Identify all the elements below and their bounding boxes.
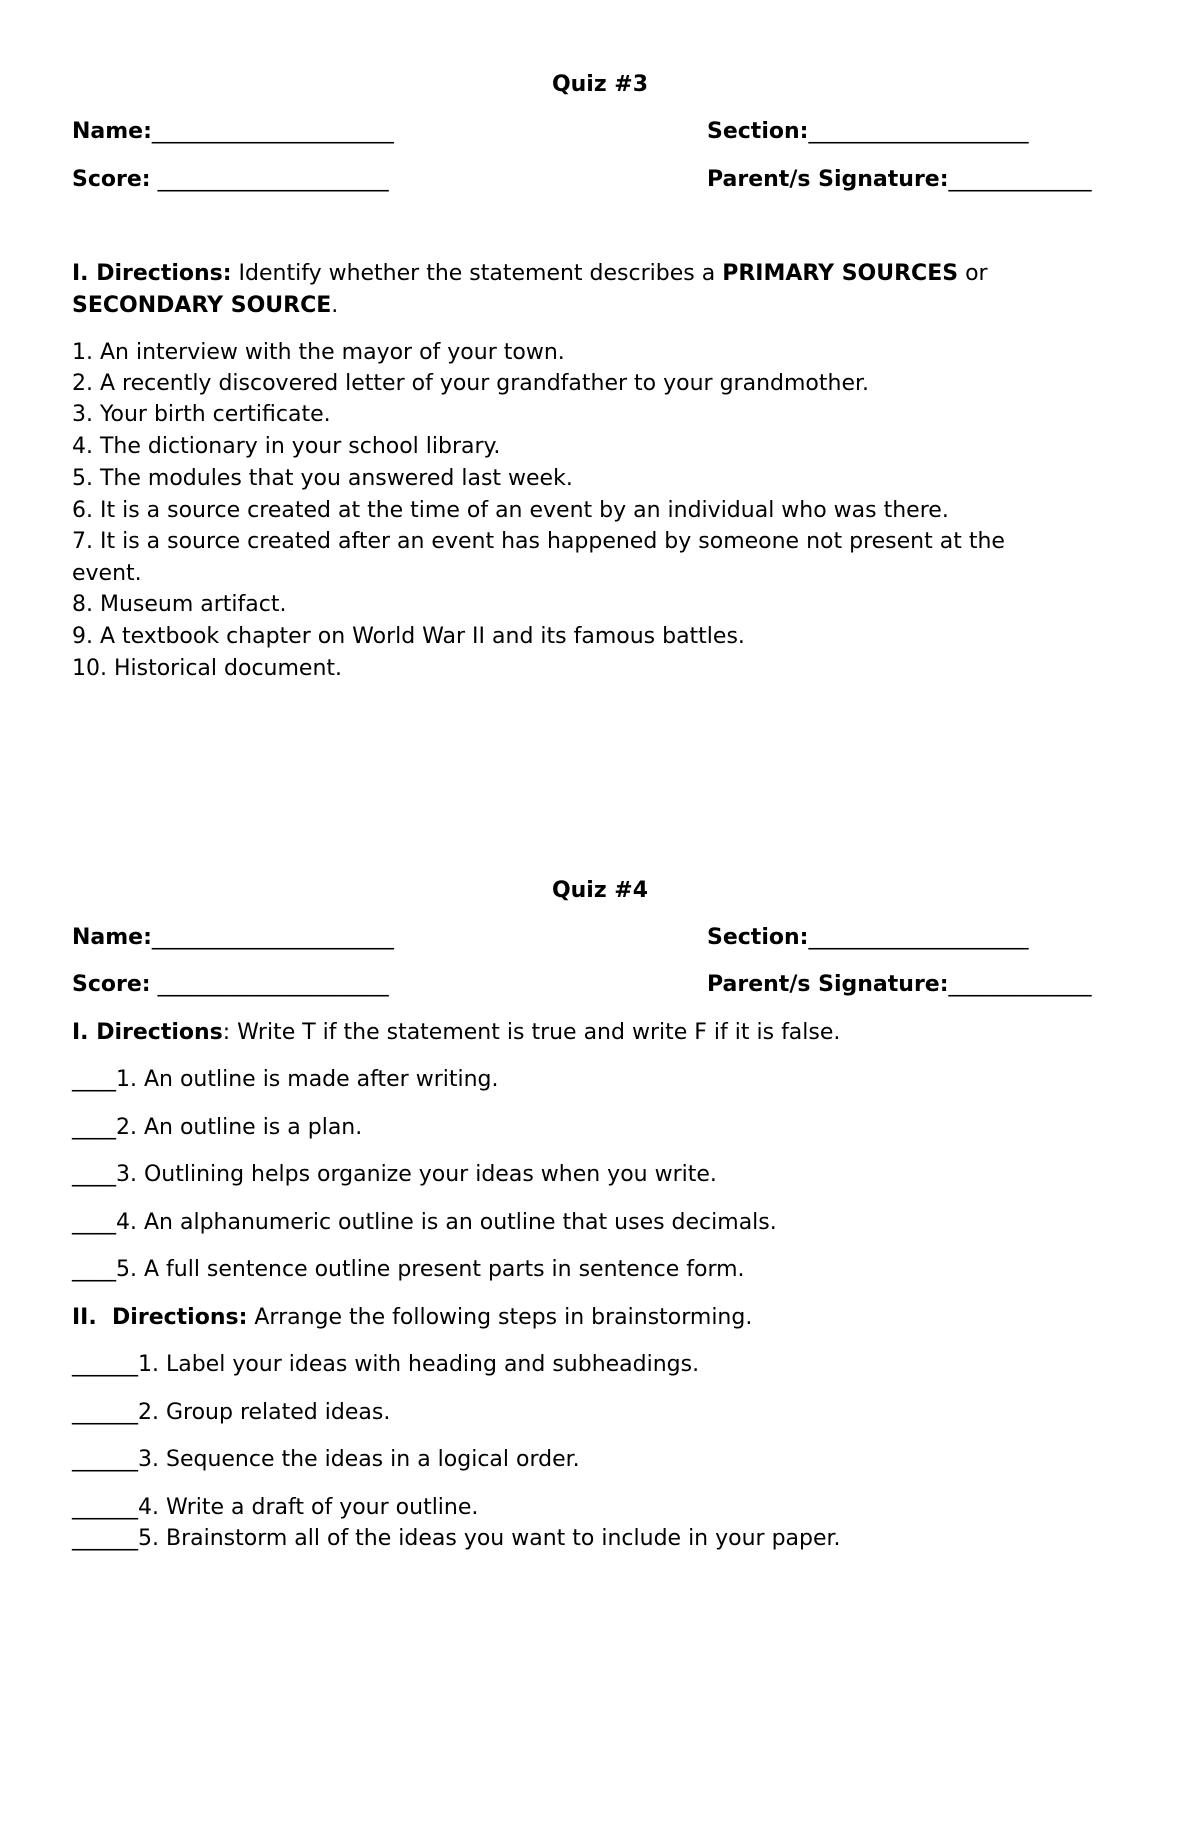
directions-text: : Write T if the statement is true and write F if it is false. xyxy=(222,1020,841,1045)
quiz3-item: 9. A textbook chapter on World War II and its famous battles. xyxy=(72,624,745,649)
quiz3-item: 7. It is a source created after an event has happened by someone not present at the xyxy=(72,529,1005,554)
quiz4-section-field xyxy=(707,927,1028,949)
section-blank: ____________________ xyxy=(808,925,1029,950)
quiz4-parent-signature-field xyxy=(707,974,1092,996)
quiz3-item: 1. An interview with the mayor of your town. xyxy=(72,340,565,365)
directions-or: or xyxy=(958,261,988,286)
primary-sources-term: PRIMARY SOURCES xyxy=(722,261,959,286)
parent-signature-label: Parent/s Signature: xyxy=(707,167,949,192)
quiz3-directions-line1 xyxy=(72,263,988,285)
name-blank: ______________________ xyxy=(151,925,394,950)
quiz3-item: 5. The modules that you answered last week. xyxy=(72,466,573,491)
directions-number: II. xyxy=(72,1305,113,1330)
quiz4-name-field xyxy=(72,927,394,949)
directions-label: Directions: xyxy=(96,261,232,286)
directions-period: . xyxy=(331,293,339,318)
name-label: Name: xyxy=(72,119,152,144)
score-label: Score: xyxy=(72,972,151,997)
quiz4-brainstorm-step: ______2. Group related ideas. xyxy=(72,1400,391,1425)
quiz4-true-false-item: ____5. A full sentence outline present parts in sentence form. xyxy=(72,1257,745,1282)
score-blank: _____________________ xyxy=(150,167,389,192)
quiz3-directions-line2 xyxy=(72,295,338,317)
directions-number: I. xyxy=(72,261,97,286)
quiz4-score-field xyxy=(72,974,389,996)
directions-label: Directions xyxy=(96,1020,223,1045)
quiz3-item: 3. Your birth certificate. xyxy=(72,402,331,427)
score-blank: _____________________ xyxy=(150,972,389,997)
quiz3-parent-signature-field xyxy=(707,169,1092,191)
parent-signature-blank: _____________ xyxy=(948,972,1092,997)
section-label: Section: xyxy=(707,925,809,950)
score-label: Score: xyxy=(72,167,151,192)
quiz4-title: Quiz #4 xyxy=(551,878,649,903)
quiz3-item: 4. The dictionary in your school library. xyxy=(72,434,501,459)
directions-text: Arrange the following steps in brainstorming. xyxy=(247,1305,753,1330)
quiz4-true-false-item: ____3. Outlining helps organize your ideas when you write. xyxy=(72,1162,717,1187)
quiz4-brainstorm-step: ______4. Write a draft of your outline. xyxy=(72,1495,479,1520)
quiz3-score-field xyxy=(72,169,389,191)
quiz3-item-continuation: event. xyxy=(72,561,142,586)
secondary-source-term: SECONDARY SOURCE xyxy=(72,293,332,318)
quiz3-item: 6. It is a source created at the time of an event by an individual who was there. xyxy=(72,498,949,523)
name-label: Name: xyxy=(72,925,152,950)
quiz4-brainstorm-step: ______5. Brainstorm all of the ideas you want to include in your paper. xyxy=(72,1526,841,1551)
quiz4-true-false-item: ____2. An outline is a plan. xyxy=(72,1115,363,1140)
quiz3-title: Quiz #3 xyxy=(551,72,649,97)
quiz3-name-field xyxy=(72,121,394,143)
section-label: Section: xyxy=(707,119,809,144)
quiz3-section-field xyxy=(707,121,1028,143)
section-blank: ____________________ xyxy=(808,119,1029,144)
quiz3-item: 8. Museum artifact. xyxy=(72,592,287,617)
name-blank: ______________________ xyxy=(151,119,394,144)
quiz4-brainstorm-step: ______1. Label your ideas with heading and subheadings. xyxy=(72,1352,700,1377)
quiz4-brainstorm-step: ______3. Sequence the ideas in a logical order. xyxy=(72,1447,580,1472)
quiz4-true-false-item: ____1. An outline is made after writing. xyxy=(72,1067,499,1092)
quiz4-true-false-item: ____4. An alphanumeric outline is an outline that uses decimals. xyxy=(72,1210,777,1235)
quiz3-item: 2. A recently discovered letter of your grandfather to your grandmother. xyxy=(72,371,870,396)
directions-text: Identify whether the statement describes a xyxy=(231,261,723,286)
quiz4-part1-directions xyxy=(72,1022,840,1044)
directions-number: I. xyxy=(72,1020,97,1045)
parent-signature-label: Parent/s Signature: xyxy=(707,972,949,997)
parent-signature-blank: _____________ xyxy=(948,167,1092,192)
directions-label: Directions: xyxy=(112,1305,248,1330)
quiz3-item: 10. Historical document. xyxy=(72,656,343,681)
quiz4-part2-directions xyxy=(72,1307,752,1329)
